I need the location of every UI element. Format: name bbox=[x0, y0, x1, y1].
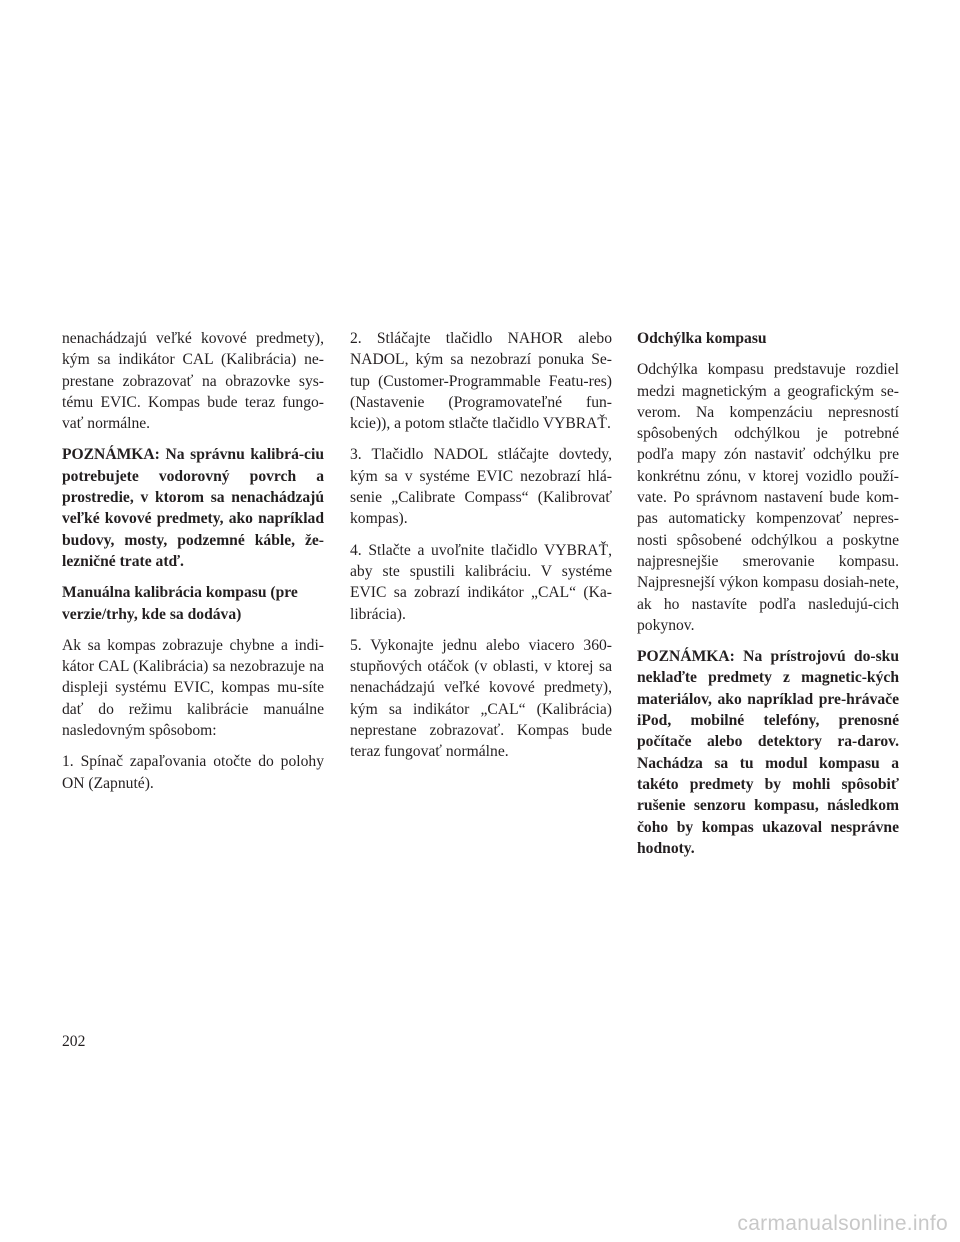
section-heading: Odchýlka kompasu bbox=[637, 330, 767, 347]
text-column-3 bbox=[637, 328, 899, 869]
watermark-text[interactable]: carmanualsonline.info bbox=[737, 1212, 948, 1235]
paragraph: nenachádzajú veľké kovové predmety), kým sa indikátor CAL (Kalibrácia) ne-prestane zobrazovať na obrazovke sys-tému EVIC. Kompas bude teraz fungo-vať normálne. bbox=[62, 330, 324, 433]
note-paragraph: POZNÁMKA: Na správnu kalibrá-ciu potrebujete vodorovný povrch a prostredie, v ktorom sa nenachádzajú veľké kovové predmety, ako napríklad budovy, mosty, podzemné káble, že-lezničné trate atď. bbox=[62, 446, 324, 570]
paragraph: Ak sa kompas zobrazuje chybne a indi-kátor CAL (Kalibrácia) sa nezobrazuje na displeji systému EVIC, kompas mu-síte dať do režimu kalibrácie manuálne nasledovným spôsobom: bbox=[62, 636, 324, 740]
paragraph: Odchýlka kompasu predstavuje rozdiel medzi magnetickým a geografickým se-verom. Na kompenzáciu nepresností spôsobených odchýlkou je potrebné podľa mapy zón nastaviť odchýlku pre konkrétnu zónu, v ktorej vozidlo použí-vate. Po správnom nastavení bude kom-pas automaticky kompenzovať nepres-nosti spôsobené odchýlkou a poskytne najpresnejšie smerovanie kompasu. Najpresnejší výkon kompasu dosiah-nete, ak ho nastavíte podľa nasledujú-cich pokynov. bbox=[637, 361, 899, 634]
note-paragraph: POZNÁMKA: Na prístrojovú do-sku neklaďte predmety z magnetic-kých materiálov, ako napríklad pre-hrávače iPod, mobilné telefóny, prenosné počítače alebo detektory ra-darov. Nachádza sa tu modul kompasu a takéto predmety by mohli spôsobiť rušenie senzoru kompasu, následkom čoho by kompas ukazoval nesprávne hodnoty. bbox=[637, 648, 899, 857]
step-4: 4. Stlačte a uvoľnite tlačidlo VYBRAŤ, aby ste spustili kalibráciu. V systéme EVIC sa zobrazí indikátor „CAL“ (Ka-librácia). bbox=[350, 541, 612, 623]
step-1: 1. Spínač zapaľovania otočte do polohy ON (Zapnuté). bbox=[62, 753, 324, 792]
step-5: 5. Vykonajte jednu alebo viacero 360-stupňových otáčok (v oblasti, v ktorej sa nenachádzajú veľké kovové predmety), kým sa indikátor „CAL“ (Kalibrácia) neprestane zobrazovať. Kompas bude teraz fungovať normálne. bbox=[350, 636, 612, 761]
step-2: 2. Stláčajte tlačidlo NAHOR alebo NADOL, kým sa nezobrazí ponuka Se-tup (Customer-Programmable Featu-res) (Nastavenie (Programovateľné fun-kcie)), a potom stlačte tlačidlo VYBRAŤ. bbox=[350, 330, 612, 433]
text-column-1 bbox=[62, 328, 324, 804]
text-column-2 bbox=[350, 328, 612, 773]
section-heading: Manuálna kalibrácia kompasu (pre verzie/trhy, kde sa dodáva) bbox=[62, 584, 298, 623]
page-number: 202 bbox=[62, 1033, 86, 1050]
step-3: 3. Tlačidlo NADOL stláčajte dovtedy, kým sa v systéme EVIC nezobrazí hlá-senie „Calibrate Compass“ (Kalibrovať kompas). bbox=[350, 446, 612, 528]
